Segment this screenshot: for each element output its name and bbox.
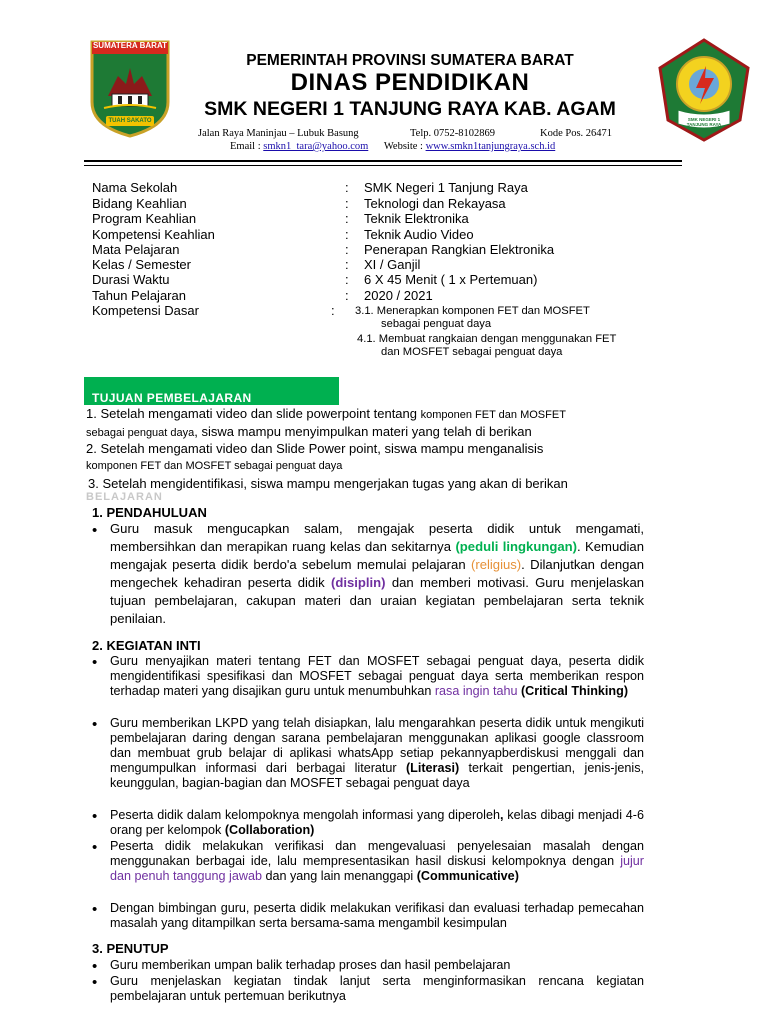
identity-label: Program Keahlian — [92, 211, 197, 226]
kd-2-line-2: dan MOSFET sebagai penguat daya — [381, 346, 563, 358]
school-logo-text: SMK NEGERI 1 TANJUNG RAYA — [686, 117, 722, 127]
faded-heading-fragment: BELAJARAN — [86, 491, 163, 503]
bullet-icon: • — [92, 716, 98, 733]
bullet-icon: • — [92, 839, 98, 856]
tujuan-1-text: 1. Setelah mengamati video dan slide powerpoint tentang — [86, 406, 417, 421]
identity-label: Nama Sekolah — [92, 180, 178, 195]
identity-value: XI / Ganjil — [364, 257, 421, 272]
identity-colon: : — [345, 180, 349, 195]
letterhead-line-2: DINAS PENDIDIKAN — [290, 69, 530, 96]
letterhead-address: Jalan Raya Maninjau – Lubuk Basung — [198, 128, 359, 139]
identity-row — [92, 257, 732, 273]
identity-label: Kelas / Semester — [92, 257, 191, 272]
identity-colon: : — [345, 272, 349, 287]
inti-item-1: Guru menyajikan materi tentang FET dan MOSFET sebagai penguat daya, peserta didik mengidentifikasi spesifikasi dan MOSFET sebagai penguat daya serta memberikan respon terhadap materi yang disajikan guru untuk menumbuhkan rasa ingin tahu (Critical Thinking) — [110, 654, 644, 698]
identity-row — [92, 180, 732, 196]
letterhead-phone: Telp. 0752-8102869 — [410, 128, 496, 139]
identity-value: Teknik Elektronika — [364, 211, 469, 226]
identity-colon: : — [331, 303, 335, 318]
inti-item-5: Dengan bimbingan guru, peserta didik melakukan verifikasi dan evaluasi terhadap pemecahan masalah yang ditampilkan serta bersama-sama mengambil kesimpulan — [110, 901, 644, 930]
bullet-icon: • — [92, 808, 98, 825]
section-penutup-title: 3. PENUTUP — [92, 941, 169, 956]
letterhead-line-1: PEMERINTAH PROVINSI SUMATERA BARAT — [246, 52, 574, 69]
tujuan-heading: TUJUAN PEMBELAJARAN — [92, 391, 252, 405]
identity-label: Tahun Pelajaran — [92, 288, 186, 303]
penutup-item-1: Guru memberikan umpan balik terhadap proses dan hasil pembelajaran — [110, 958, 511, 972]
section-pendahuluan-title: 1. PENDAHULUAN — [92, 505, 207, 520]
tujuan-1-topic: komponen FET dan MOSFET — [420, 409, 566, 421]
identity-label: Bidang Keahlian — [92, 196, 187, 211]
tujuan-item-2-topic: komponen FET dan MOSFET sebagai penguat daya — [86, 460, 343, 472]
identity-value: Teknik Audio Video — [364, 227, 474, 242]
identity-value: Teknologi dan Rekayasa — [364, 196, 506, 211]
letterhead-divider-thick — [84, 160, 682, 162]
identity-row — [92, 211, 732, 227]
bullet-icon: • — [92, 901, 98, 918]
email-label: Email : — [230, 141, 261, 152]
tujuan-item-1-cont — [86, 424, 726, 439]
identity-label: Mata Pelajaran — [92, 242, 180, 257]
penutup-item-2: Guru menjelaskan kegiatan tindak lanjut serta menginformasikan rencana kegiatan pembelajaran untuk pertemuan berikutnya — [110, 974, 644, 1003]
kd-1-line-1: 3.1. Menerapkan komponen FET dan MOSFET — [355, 305, 590, 317]
bullet-icon: • — [92, 974, 98, 991]
letterhead-email-row — [230, 141, 555, 152]
identity-colon: : — [345, 288, 349, 303]
letterhead-line-3: SMK NEGERI 1 TANJUNG RAYA KAB. AGAM — [204, 98, 616, 120]
identity-row — [92, 288, 732, 304]
email-link[interactable]: smkn1_tara@yahoo.com — [263, 141, 369, 152]
identity-colon: : — [345, 196, 349, 211]
identity-row — [92, 227, 732, 243]
tujuan-1-topic-cont: sebagai penguat daya — [86, 427, 195, 439]
website-label: Website : — [383, 141, 423, 152]
bullet-icon: • — [92, 654, 98, 671]
identity-colon: : — [345, 211, 349, 226]
province-logo-motto: TUAH SAKATO — [108, 118, 152, 124]
identity-value: Penerapan Rangkian Elektronika — [364, 242, 555, 257]
tujuan-1-outcome: , siswa mampu menyimpulkan materi yang telah di berikan — [194, 424, 532, 439]
letterhead-divider-thin — [84, 165, 682, 166]
identity-colon: : — [345, 227, 349, 242]
identity-colon: : — [345, 242, 349, 257]
identity-colon: : — [345, 257, 349, 272]
bullet-icon: • — [92, 522, 98, 539]
tujuan-item-2: 2. Setelah mengamati video dan Slide Power point, siswa mampu menganalisis — [86, 441, 544, 456]
pendahuluan-paragraph: Guru masuk mengucapkan salam, mengajak peserta didik untuk mengamati, membersihkan dan merapikan ruang kelas dan sekitarnya (peduli lingkungan). Kemudian mengajak peserta didik berdo'a sebelum memulai pelajaran (religius). Dilanjutkan dengan mengechek kehadiran peserta didik (disiplin) dan memberi motivasi. Guru menjelaskan tujuan pembelajaran, cakupan materi dan uraian kegiatan pembelajaran serta teknik penilaian. — [110, 521, 645, 626]
identity-value: 6 X 45 Menit ( 1 x Pertemuan) — [364, 272, 538, 287]
inti-item-2: Guru memberikan LKPD yang telah disiapkan, lalu mengarahkan peserta didik untuk mengikuti pembelajaran daring dengan sarana pembelajaran menggunakan aplikasi google classroom dan membuat grub belajar di aplikasi whatsApp setiap pekannyapberdiskusi menggali dan mengumpulkan informasi dari berbagai literatur (Literasi) terkait pengertian, jenis-jenis, keunggulan, bagian-bagian dan MOSFET sebagai penguat daya — [110, 716, 645, 790]
identity-label: Kompetensi Keahlian — [92, 227, 215, 242]
identity-value: 2020 / 2021 — [364, 288, 433, 303]
identity-row — [92, 242, 732, 258]
website-link[interactable]: www.smkn1tanjungraya.sch.id — [425, 141, 556, 152]
section-inti-title: 2. KEGIATAN INTI — [92, 638, 201, 653]
province-logo-text-top: SUMATERA BARAT — [92, 41, 168, 50]
inti-item-4: Peserta didik melakukan verifikasi dan mengevaluasi penyelesaian masalah dengan menggunakan berbagai ide, lalu mempresentasikan hasil diskusi kelompoknya dengan jujur dan penuh tanggung jawab dan yang lain menanggapi (Communicative) — [110, 839, 644, 883]
bullet-icon: • — [92, 958, 98, 975]
identity-label: Durasi Waktu — [92, 272, 170, 287]
identity-label: Kompetensi Dasar — [92, 303, 199, 318]
tujuan-item-1 — [86, 406, 726, 421]
identity-value: SMK Negeri 1 Tanjung Raya — [364, 180, 528, 195]
identity-row — [92, 272, 732, 288]
inti-item-3: Peserta didik dalam kelompoknya mengolah informasi yang diperoleh, kelas dibagi menjadi 4-6 orang per kelompok (Collaboration) — [110, 808, 644, 837]
kd-2-line-1: 4.1. Membuat rangkaian dengan menggunakan FET — [357, 333, 617, 345]
letterhead-postcode: Kode Pos. 26471 — [540, 128, 613, 139]
tujuan-item-3: 3. Setelah mengidentifikasi, siswa mampu mengerjakan tugas yang akan di berikan — [88, 476, 568, 491]
kd-1-line-2: sebagai penguat daya — [381, 318, 492, 330]
identity-row — [92, 196, 732, 212]
